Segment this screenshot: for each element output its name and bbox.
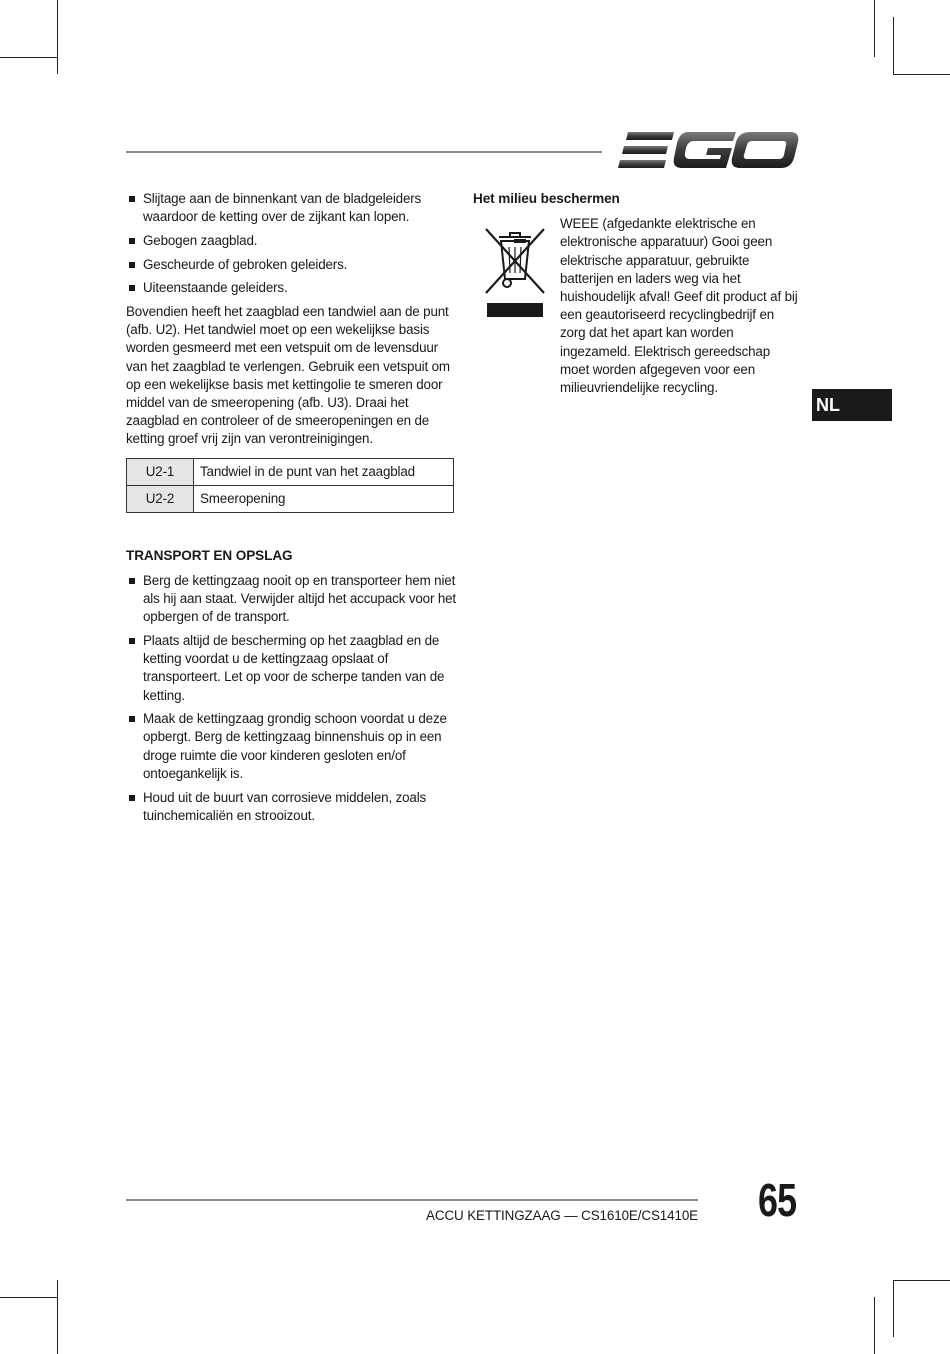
left-column xyxy=(126,190,456,830)
crop-mark xyxy=(874,0,875,57)
footer-rule xyxy=(126,1199,698,1201)
legend-code: U2-1 xyxy=(127,458,194,485)
table-row xyxy=(127,458,454,485)
figure-legend-table xyxy=(126,458,454,513)
sprocket-paragraph: Bovendien heeft het zaagblad een tandwiel aan de punt (afb. U2). Het tandwiel moet op een wekelijkse basis worden gesmeerd met een vetspuit om de levensduur van het zaagblad te verlengen. Gebruik een vetspuit om op een wekelijkse basis met kettingolie te smeren door middel van de smeeropening (afb. U3). Draai het zaagblad en controleer of de smeeropeningen en de ketting groef vrij zijn van verontreinigingen. xyxy=(126,304,450,447)
list-item: Gescheurde of gebroken geleiders. xyxy=(126,256,456,274)
right-column xyxy=(473,190,803,397)
crop-mark xyxy=(893,1280,950,1281)
crop-mark xyxy=(874,1297,875,1354)
crop-mark xyxy=(57,1280,58,1354)
list-item: Houd uit de buurt van corrosieve middelen, zoals tuinchemicaliën en strooizout. xyxy=(126,789,456,825)
page-number: 65 xyxy=(758,1174,797,1226)
crop-mark xyxy=(893,1280,894,1337)
crop-mark xyxy=(0,1297,57,1298)
legend-description: Smeeropening xyxy=(194,485,454,512)
list-item: Slijtage aan de binnenkant van de bladgeleiders waardoor de ketting over de zijkant kan lopen. xyxy=(126,190,456,226)
environment-heading: Het milieu beschermen xyxy=(473,191,620,206)
crop-mark xyxy=(57,0,58,74)
weee-block xyxy=(473,215,803,397)
table-row xyxy=(127,485,454,512)
legend-description: Tandwiel in de punt van het zaagblad xyxy=(194,458,454,485)
crossed-out-wheelie-bin-icon xyxy=(480,217,550,317)
crop-mark xyxy=(893,74,950,75)
weee-paragraph: WEEE (afgedankte elektrische en elektronische apparatuur) Gooi geen elektrische apparatuur, gebruikte batterijen en laders weg via het huishoudelijk afval! Geef dit product af bij een geautoriseerd recyclingbedrijf en zorg dat het apart kan worden ingezameld. Elektrisch gereedschap moet worden afgegeven voor een milieuvriendelijke recycling. xyxy=(560,216,798,396)
crop-mark xyxy=(893,17,894,74)
legend-code: U2-2 xyxy=(127,485,194,512)
language-tab: NL xyxy=(812,389,892,421)
transport-heading: TRANSPORT EN OPSLAG xyxy=(126,547,293,563)
footer-title: ACCU KETTINGZAAG — CS1610E/CS1410E xyxy=(426,1208,698,1223)
list-item: Plaats altijd de bescherming op het zaagblad en de ketting voordat u de kettingzaag opslaat of transporteert. Let op voor de scherpe tanden van de ketting. xyxy=(126,632,456,705)
transport-list xyxy=(126,572,456,825)
list-item: Berg de kettingzaag nooit op en transporteer hem niet als hij aan staat. Verwijder altijd het accupack voor het opbergen of de transport. xyxy=(126,572,456,627)
list-item: Maak de kettingzaag grondig schoon voordat u deze opbergt. Berg de kettingzaag binnenshuis op in een droge ruimte die voor kinderen gesloten en/of ontoegankelijk is. xyxy=(126,710,456,783)
blade-wear-list xyxy=(126,190,456,298)
list-item: Gebogen zaagblad. xyxy=(126,232,456,250)
crop-mark xyxy=(0,57,57,58)
header-rule xyxy=(126,151,602,153)
list-item: Uiteenstaande geleiders. xyxy=(126,279,456,297)
ego-logo-icon xyxy=(616,128,800,172)
